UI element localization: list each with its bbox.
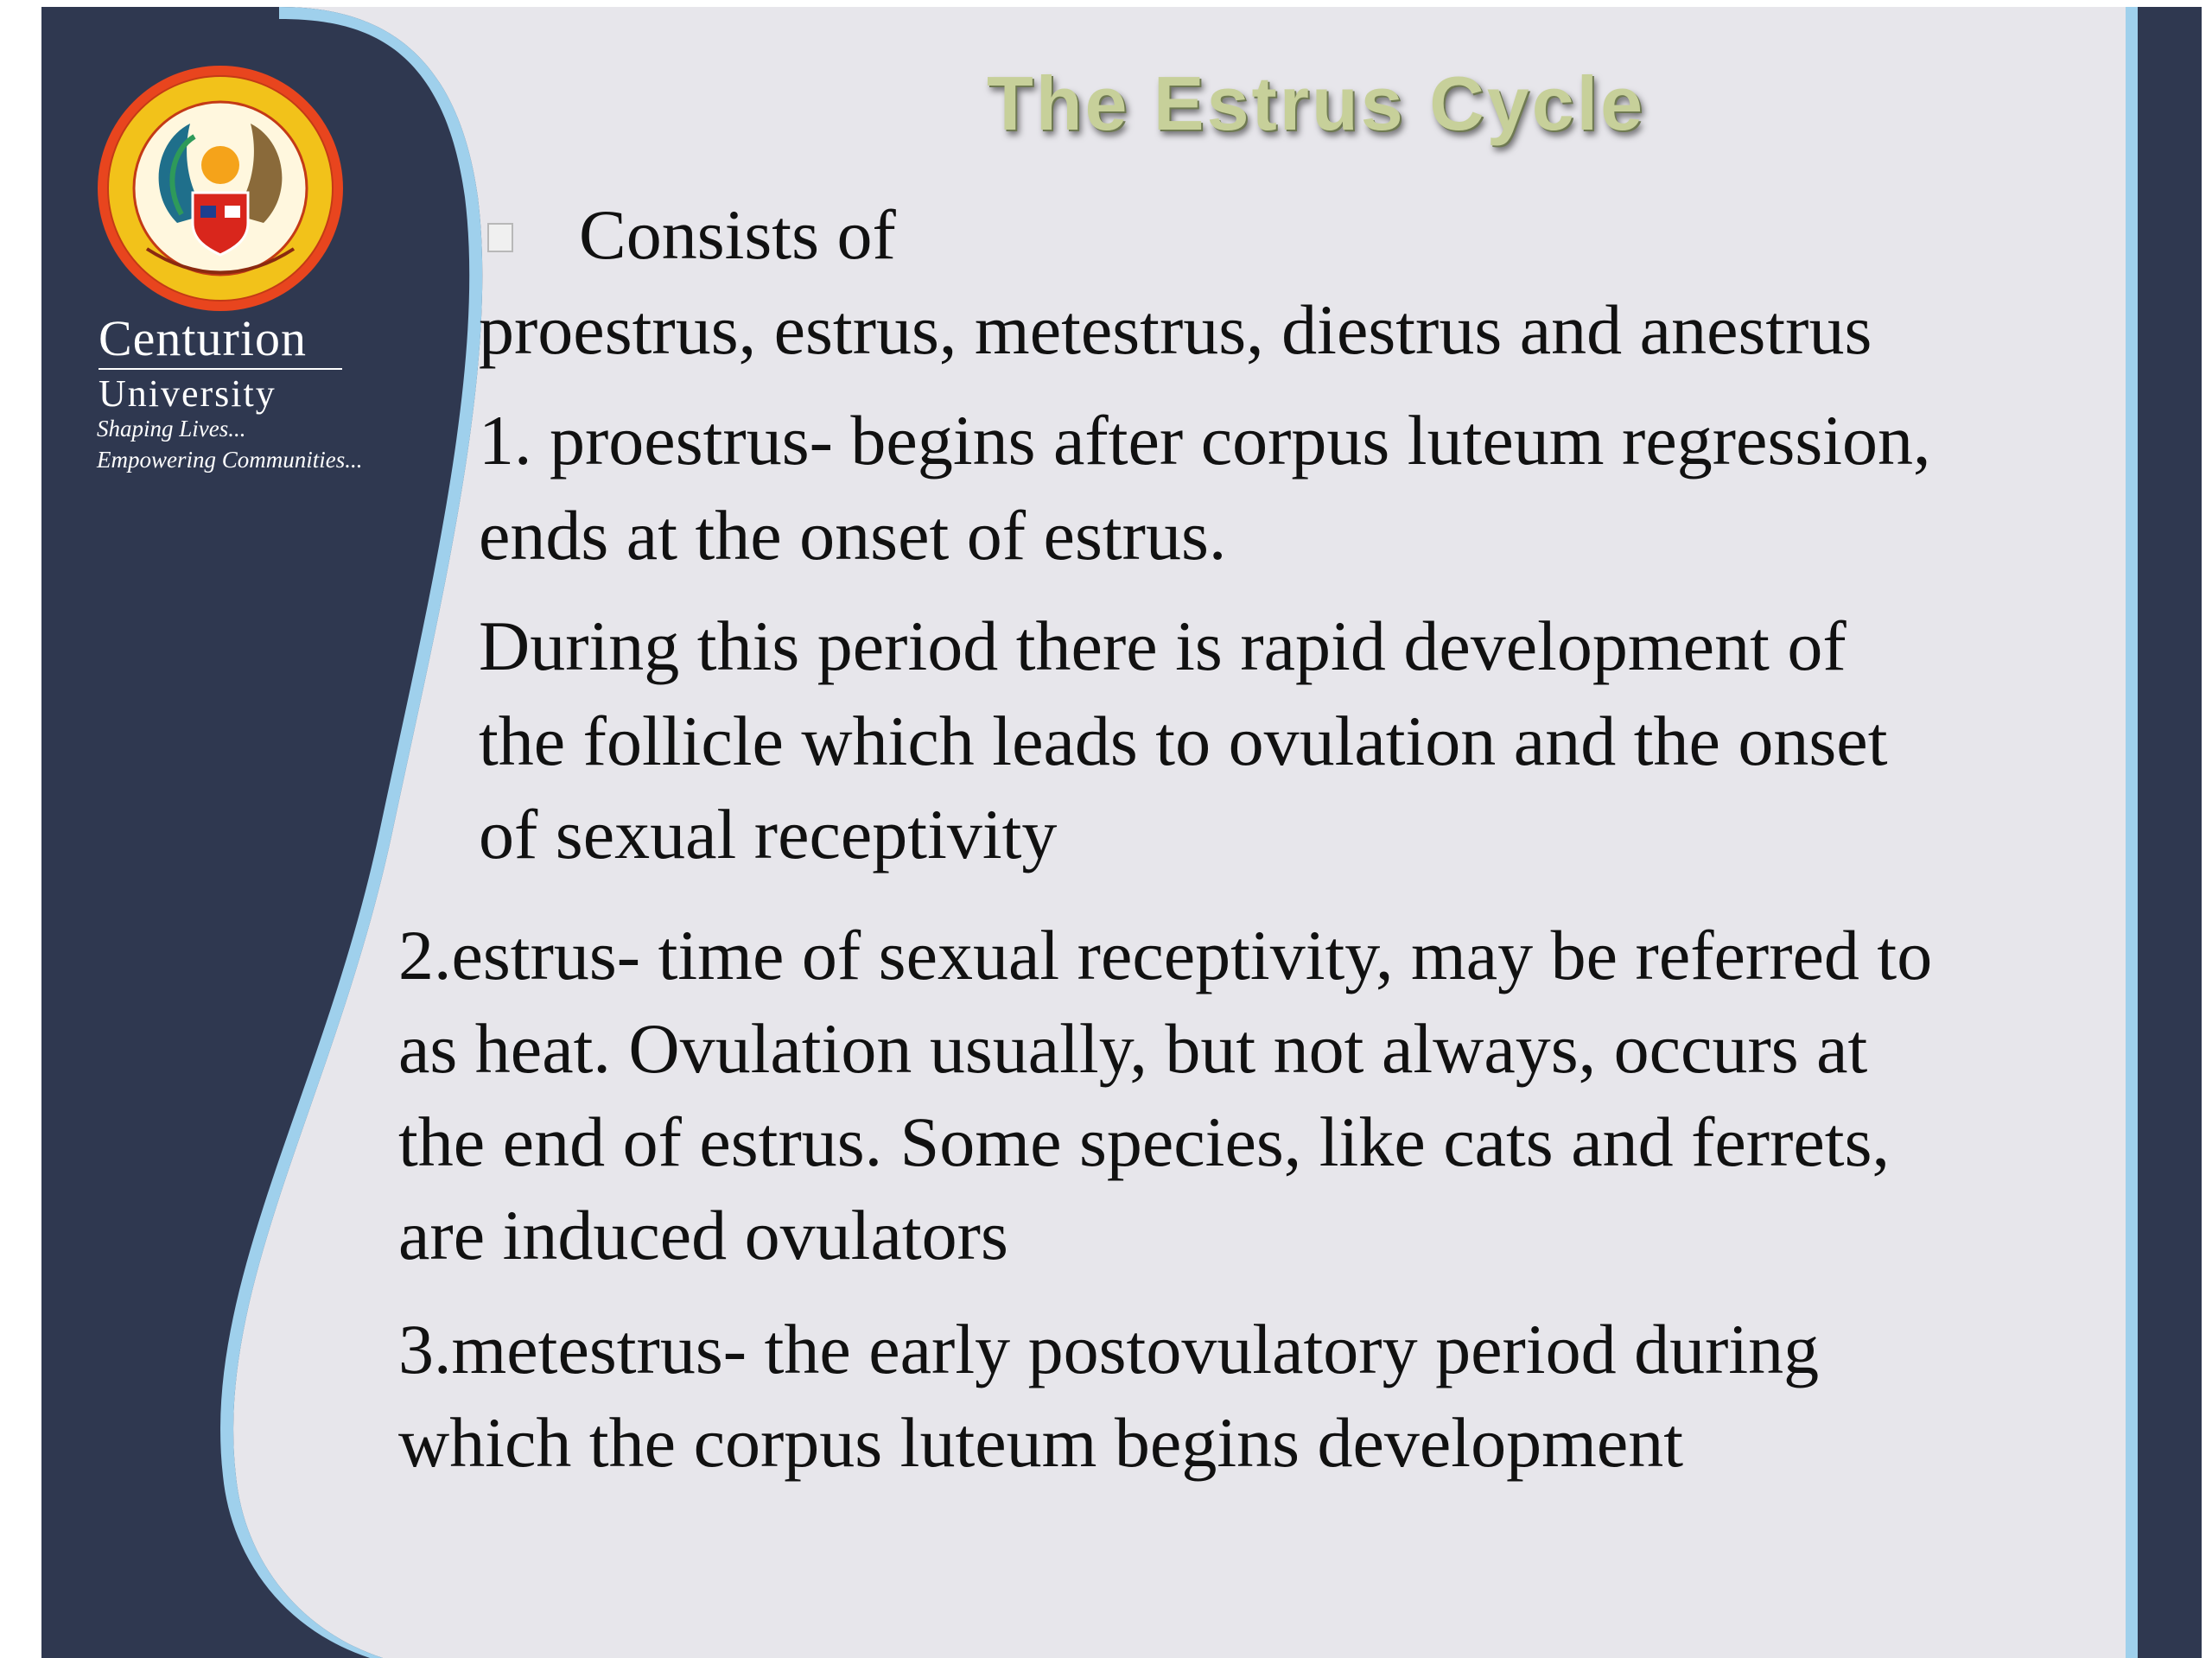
body-line: which the corpus luteum begins development [398,1403,1684,1482]
body-line: 1. proestrus- begins after corpus luteum regression, [479,401,1931,480]
body-line: the end of estrus. Some species, like cats and ferrets, [398,1102,1891,1181]
body-line: the follicle which leads to ovulation and the onset [479,702,1888,780]
university-name-line1: Centurion [99,311,342,370]
university-name-line2: University [99,372,276,415]
body-line: are induced ovulators [398,1196,1008,1274]
slide-body [41,7,2150,1658]
body-line: 2.estrus- time of sexual receptivity, may be referred to [398,916,1933,994]
body-line: of sexual receptivity [479,795,1058,873]
slide-title: The Estrus Cycle [986,60,1646,146]
body-line: Consists of [579,195,896,274]
body-line: ends at the onset of estrus. [479,496,1227,575]
tagline-line2: Empowering Communities... [97,447,363,473]
tagline-line1: Shaping Lives... [97,416,246,441]
body-line: During this period there is rapid development of [479,607,1847,685]
body-line: as heat. Ovulation usually, but not always, occurs at [398,1009,1868,1088]
body-line: proestrus, estrus, metestrus, diestrus and anestrus [479,290,1872,369]
body-line: 3.metestrus- the early postovulatory period during [398,1310,1820,1388]
square-bullet-icon [487,223,513,252]
slide [41,7,2202,1658]
